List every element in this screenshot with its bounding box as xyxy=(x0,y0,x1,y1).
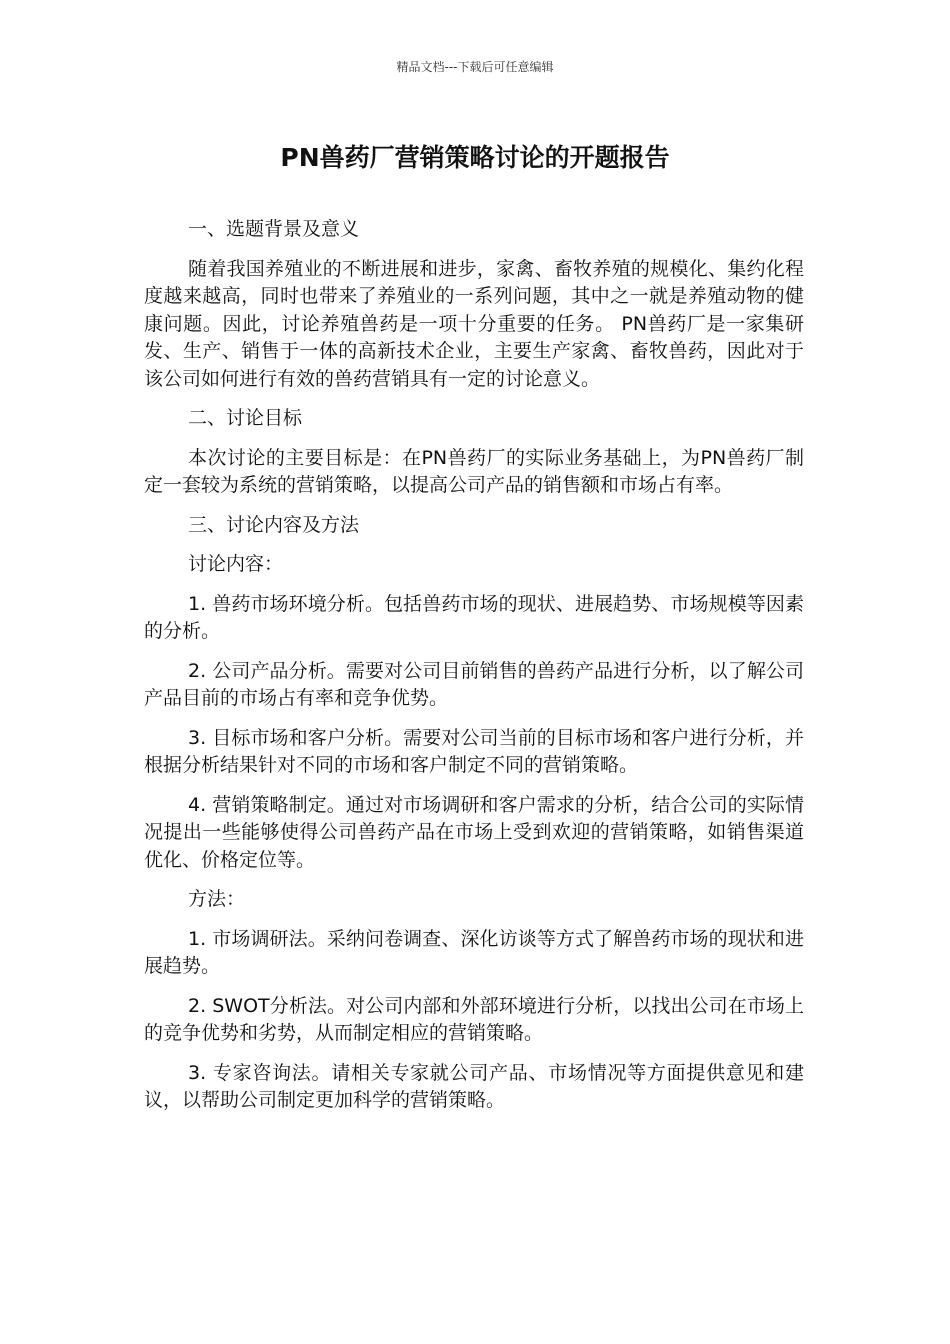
header-note: 精品文档---下载后可任意编辑 xyxy=(396,60,554,74)
method-item-1: 1. 市场调研法。采纳问卷调查、深化访谈等方式了解兽药市场的现状和进展趋势。 xyxy=(144,927,804,977)
document-body xyxy=(144,216,804,1127)
section-heading-objective: 二、讨论目标 xyxy=(188,407,303,429)
section-heading-content-method: 三、讨论内容及方法 xyxy=(188,513,360,536)
content-item-4: 4. 营销策略制定。通过对市场调研和客户需求的分析，结合公司的实际情况提出一些能够使得公司兽药产品在市场上受到欢迎的营销策略，如销售渠道优化、价格定位等。 xyxy=(144,793,804,871)
paragraph-background: 随着我国养殖业的不断进展和进步，家禽、畜牧养殖的规模化、集约化程度越来越高，同时也带来了养殖业的一系列问题，其中之一就是养殖动物的健康问题。因此，讨论养殖兽药是一项十分重要的任务。 PN兽药厂是一家集研发、生产、销售于一体的高新技术企业，主要生产家禽、畜牧兽药，因此对于该公司如何进行有效的兽药营销具有一定的讨论意义。 xyxy=(144,257,804,390)
subheading-method: 方法： xyxy=(188,888,246,910)
method-item-2: 2. SWOT分析法。对公司内部和外部环境进行分析，以找出公司在市场上的竞争优势和劣势，从而制定相应的营销策略。 xyxy=(144,994,804,1044)
method-item-3: 3. 专家咨询法。请相关专家就公司产品、市场情况等方面提供意见和建议，以帮助公司制定更加科学的营销策略。 xyxy=(144,1061,804,1111)
subheading-content: 讨论内容： xyxy=(188,553,284,575)
section-heading-background: 一、选题背景及意义 xyxy=(188,218,360,240)
content-item-3: 3. 目标市场和客户分析。需要对公司当前的目标市场和客户进行分析，并根据分析结果针对不同的市场和客户制定不同的营销策略。 xyxy=(144,726,804,776)
content-item-2: 2. 公司产品分析。需要对公司目前销售的兽药产品进行分析，以了解公司产品目前的市场占有率和竞争优势。 xyxy=(144,659,804,709)
paragraph-objective: 本次讨论的主要目标是：在PN兽药厂的实际业务基础上，为PN兽药厂制定一套较为系统的营销策略，以提高公司产品的销售额和市场占有率。 xyxy=(144,446,804,496)
document-title: PN兽药厂营销策略讨论的开题报告 xyxy=(280,143,670,172)
content-item-1: 1. 兽药市场环境分析。包括兽药市场的现状、进展趋势、市场规模等因素的分析。 xyxy=(144,592,804,642)
